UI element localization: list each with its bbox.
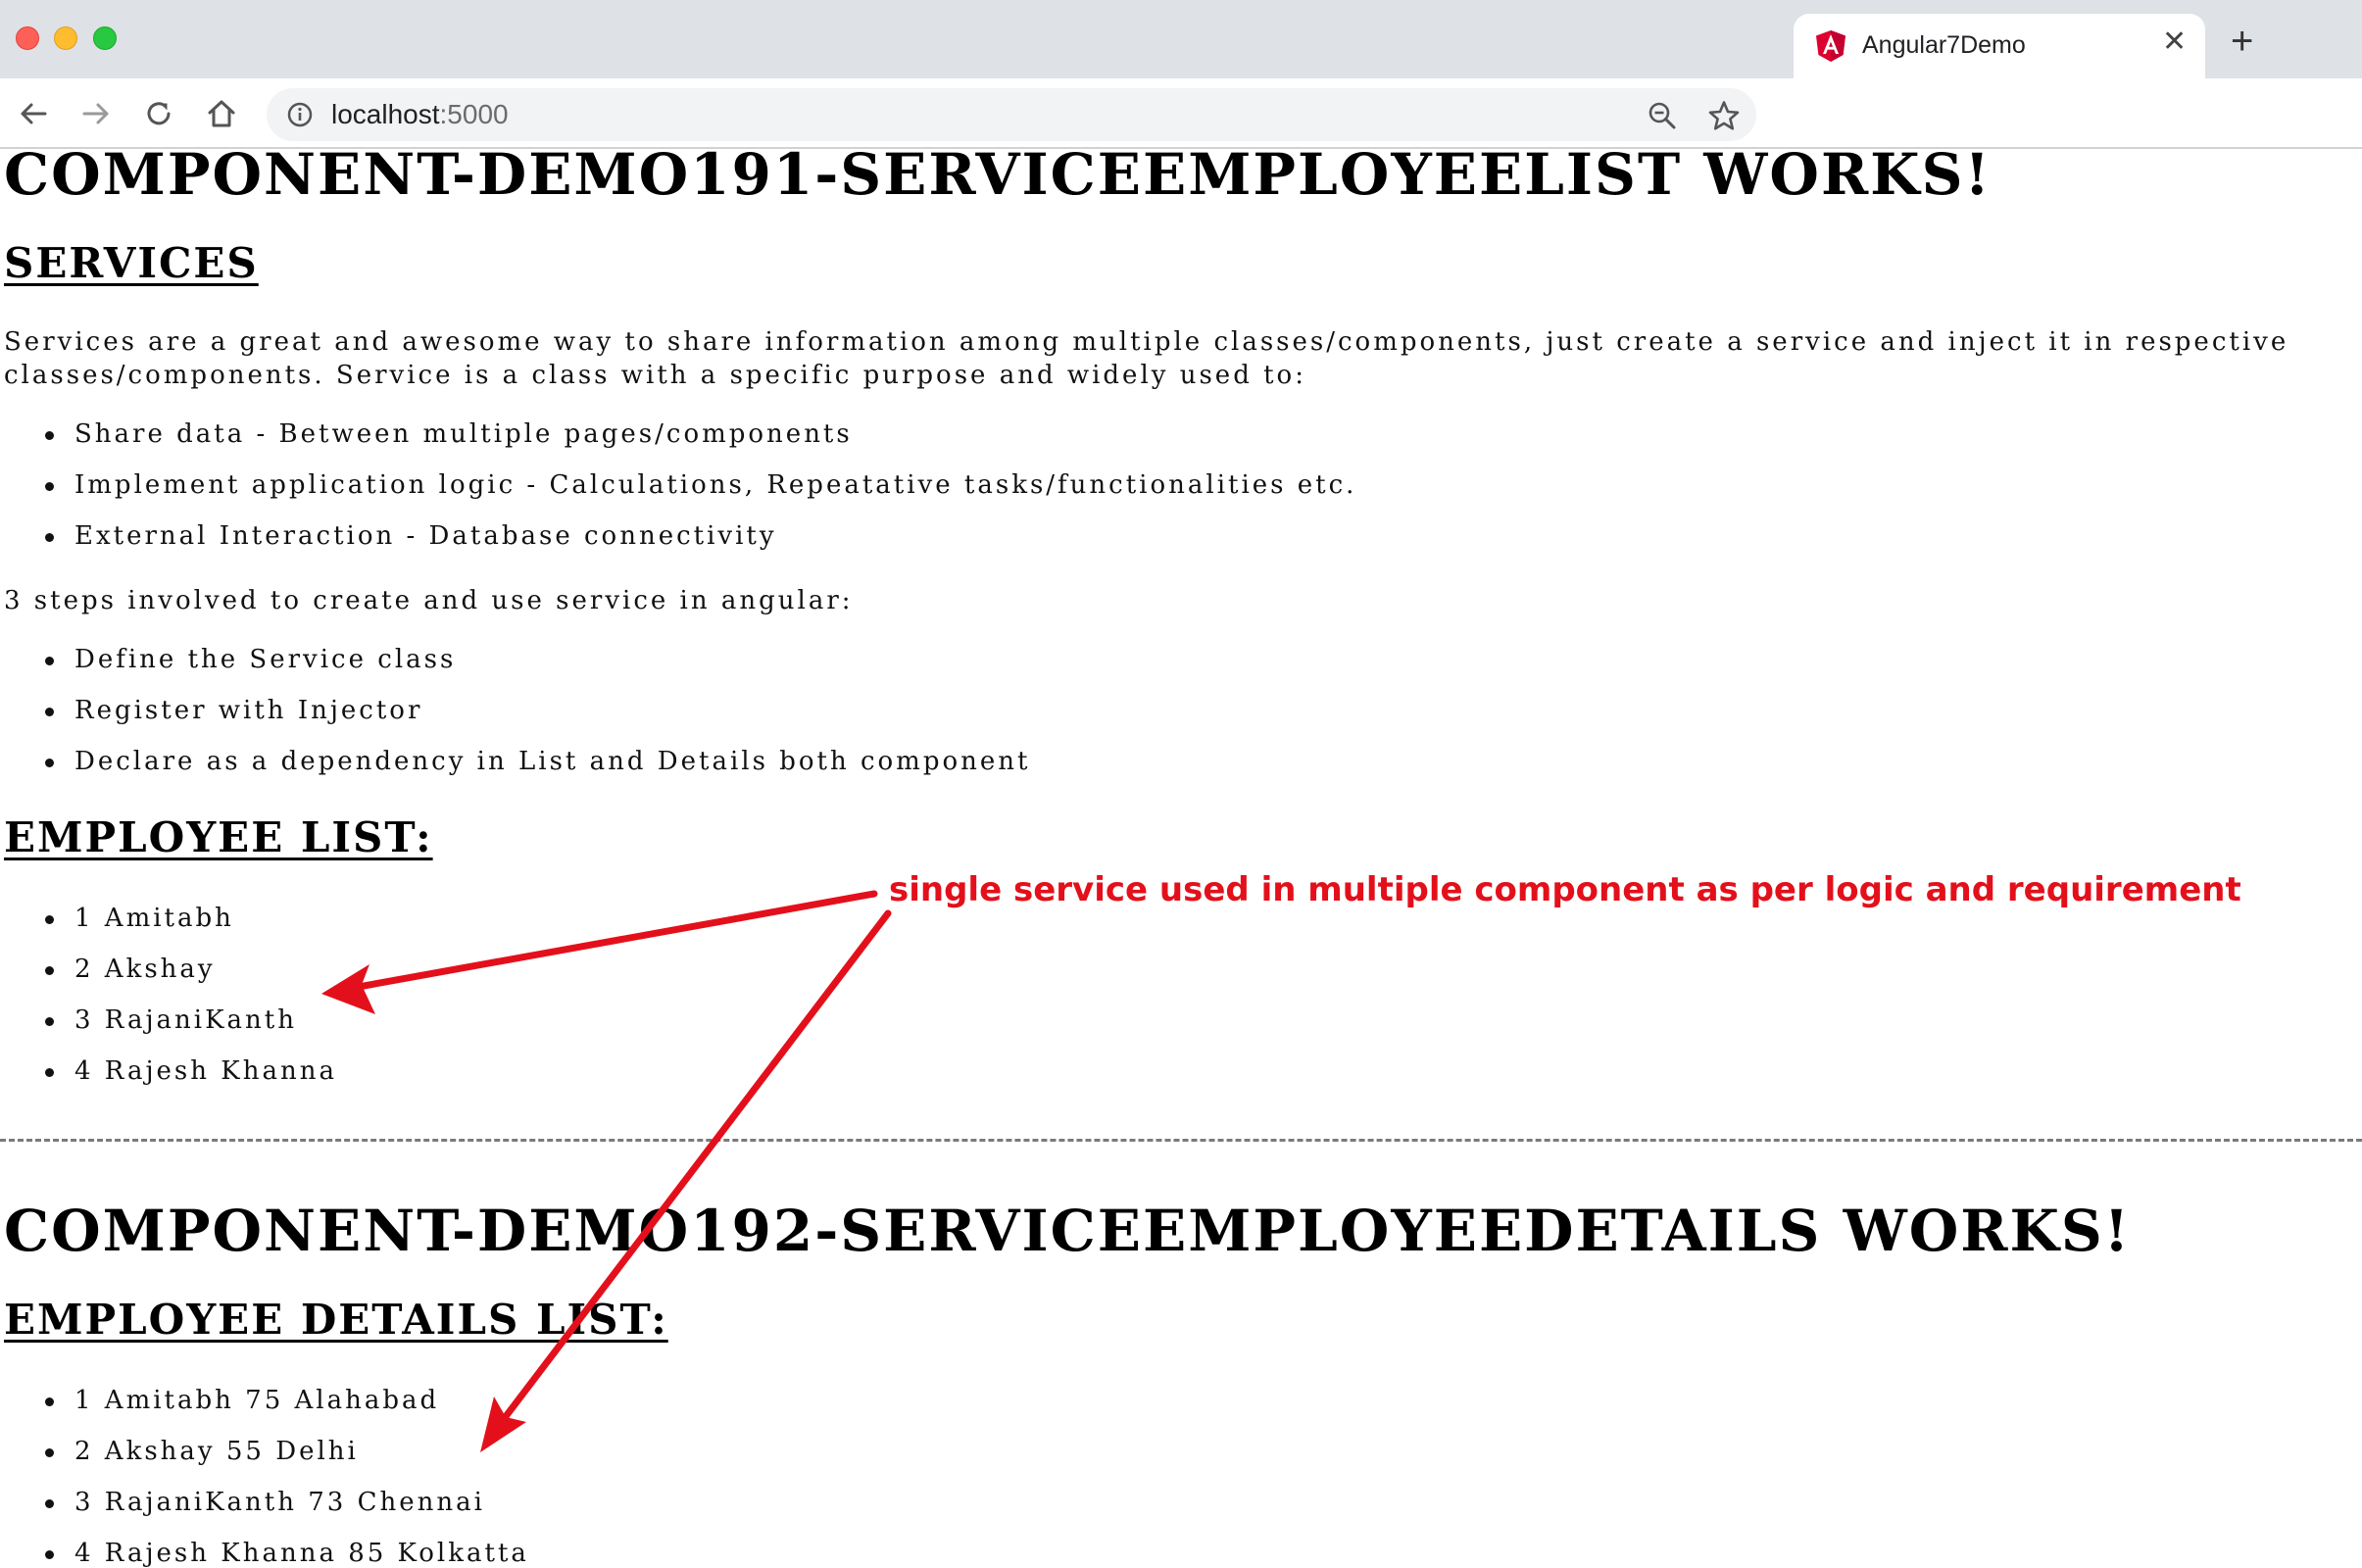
browser-tab-active[interactable] bbox=[1794, 14, 2205, 78]
services-intro-line-2: classes/components. Service is a class with a specific purpose and widely used to: bbox=[4, 361, 1306, 390]
employee-list bbox=[0, 902, 337, 1105]
list-item: 4 Rajesh Khanna 85 Kolkatta bbox=[0, 1537, 529, 1568]
forward-arrow-icon bbox=[79, 97, 113, 130]
list-item: 3 RajaniKanth bbox=[0, 1004, 337, 1054]
details-component-heading: COMPONENT-DEMO192-SERVICEEMPLOYEEDETAILS WORKS! bbox=[4, 1198, 2132, 1264]
steps-intro: 3 steps involved to create and use service in angular: bbox=[4, 586, 854, 615]
list-item: 1 Amitabh 75 Alahabad bbox=[0, 1384, 529, 1435]
forward-button[interactable] bbox=[74, 92, 118, 135]
window-maximize-button[interactable] bbox=[93, 26, 117, 50]
address-bar[interactable] bbox=[267, 88, 1756, 141]
employee-details-list bbox=[0, 1384, 529, 1568]
page-content bbox=[0, 141, 2362, 1568]
zoom-out-icon[interactable] bbox=[1647, 100, 1678, 131]
list-item: Share data - Between multiple pages/components bbox=[0, 417, 1356, 468]
steps-list bbox=[0, 643, 1030, 796]
new-tab-icon[interactable]: + bbox=[2231, 20, 2254, 63]
info-icon[interactable] bbox=[286, 101, 314, 128]
list-item: 2 Akshay bbox=[0, 953, 337, 1004]
list-component-heading: COMPONENT-DEMO191-SERVICEEMPLOYEELIST WORKS! bbox=[4, 141, 1992, 208]
url-text[interactable]: localhost:5000 bbox=[331, 99, 509, 129]
window-close-button[interactable] bbox=[16, 26, 39, 50]
reload-icon bbox=[142, 97, 175, 130]
home-icon bbox=[205, 97, 238, 130]
back-arrow-icon bbox=[17, 97, 50, 130]
component-divider bbox=[0, 1139, 2362, 1142]
service-uses-list bbox=[0, 417, 1356, 570]
list-item: Define the Service class bbox=[0, 643, 1030, 694]
services-intro-line-1: Services are a great and awesome way to share information among multiple classes/components, just create a service and inject it in respective bbox=[4, 327, 2289, 357]
employee-details-heading: EMPLOYEE DETAILS LIST: bbox=[4, 1296, 668, 1344]
list-item: 3 RajaniKanth 73 Chennai bbox=[0, 1486, 529, 1537]
list-item: 4 Rajesh Khanna bbox=[0, 1054, 337, 1105]
tab-title: Angular7Demo bbox=[1862, 31, 2026, 59]
annotation-callout: single service used in multiple component as per logic and requirement bbox=[889, 870, 2241, 909]
services-heading: SERVICES bbox=[4, 239, 259, 287]
list-item: 1 Amitabh bbox=[0, 902, 337, 953]
home-button[interactable] bbox=[200, 92, 243, 135]
angular-logo-icon bbox=[1815, 29, 1846, 63]
tab-close-icon[interactable]: ✕ bbox=[2162, 25, 2188, 58]
browser-toolbar bbox=[0, 78, 2362, 149]
list-item: Implement application logic - Calculations, Repeatative tasks/functionalities etc. bbox=[0, 468, 1356, 519]
list-item: 2 Akshay 55 Delhi bbox=[0, 1435, 529, 1486]
reload-button[interactable] bbox=[137, 92, 180, 135]
back-button[interactable] bbox=[12, 92, 55, 135]
employee-list-heading: EMPLOYEE LIST: bbox=[4, 813, 433, 861]
window-minimize-button[interactable] bbox=[54, 26, 77, 50]
list-item: Declare as a dependency in List and Details both component bbox=[0, 745, 1030, 796]
list-item: Register with Injector bbox=[0, 694, 1030, 745]
bookmark-star-icon[interactable] bbox=[1707, 99, 1741, 132]
browser-tab-strip bbox=[0, 0, 2362, 78]
list-item: External Interaction - Database connectivity bbox=[0, 519, 1356, 570]
